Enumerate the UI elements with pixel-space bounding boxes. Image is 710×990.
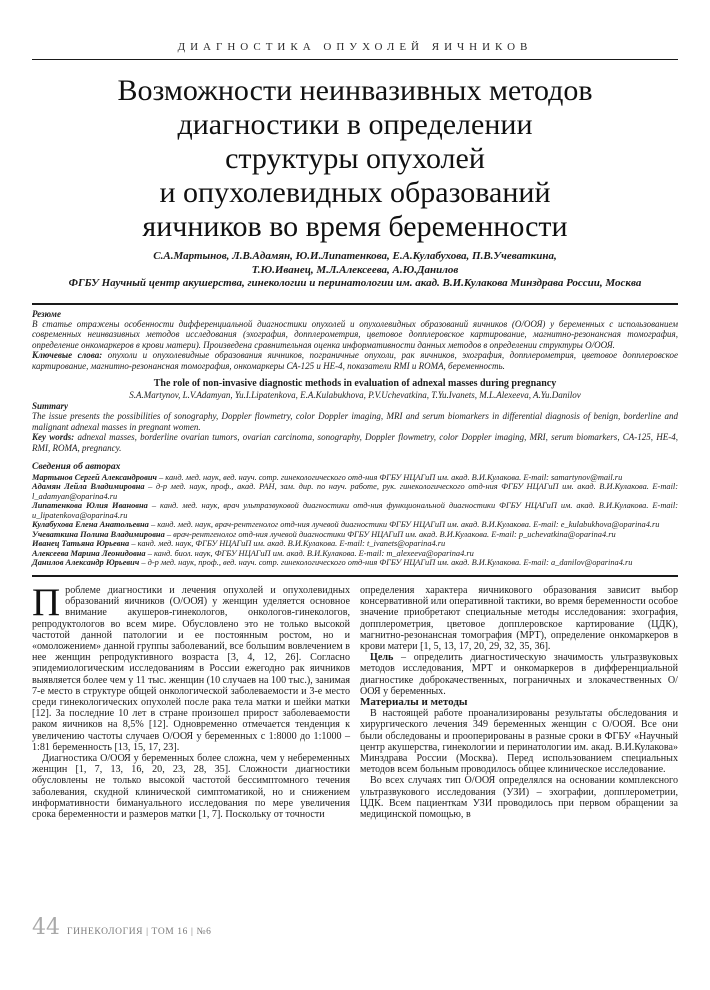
goal-label: Цель <box>370 652 394 664</box>
article-title-line: диагностики в определении <box>177 108 533 141</box>
article-title-line: структуры опухолей <box>225 142 485 175</box>
author-desc: – канд. мед. наук, врач ультразвуковой диагностики отд-ния функциональной диагностики ФГБУ НЦАГиП им. акад. В.И.Кулакова. E-mail: u_lipatenkova@oparina4.ru <box>32 501 678 520</box>
affiliation: ФГБУ Научный центр акушерства, гинекологии и перинатологии им. акад. В.И.Кулакова Минздрава России, Москва <box>68 277 642 289</box>
authors-block <box>32 250 678 277</box>
abstract-ru-keywords <box>32 350 678 371</box>
summary-label: Summary <box>32 400 69 411</box>
author-desc: – канд. мед. наук, вед. науч. сотр. гинекологического отд-ния ФГБУ НЦАГиП им. акад. В.И.Кулакова. E-mail: samartynov@mail.ru <box>158 472 623 482</box>
abstract-ru-text: В статье отражены особенности дифференциальной диагностики опухолей и опухолевидных образований яичников (О/ООЯ) у беременных с использованием современных неинвазивных методов исследования (эхография, допплерометрия, цветовое допплеровское картирование, магнитно-резонансная томография, определение онкомаркеров в крови матери). Произведена сравнительная оценка информативности данных методов в определении структуры О/ООЯ. <box>32 318 678 350</box>
goal-paragraph <box>360 652 678 697</box>
author-info-item <box>32 539 678 549</box>
article-title <box>32 74 678 244</box>
abstract-en <box>32 378 678 453</box>
author-desc: – д-р мед. наук, проф., акад. РАН, зам. дир. по науч. работе, рук. гинекологического отд-ния ФГБУ НЦАГиП им. акад. В.И.Кулакова. E-mail: l_adamyan@oparina4.ru <box>32 482 679 501</box>
author-name: Иванец Татьяна Юрьевна <box>32 539 130 549</box>
author-info-item <box>32 482 678 501</box>
author-info-item <box>32 558 678 568</box>
article-title-line: яичников во время беременности <box>142 210 568 243</box>
body-column-right <box>360 585 678 820</box>
article-title-line: и опухолевидных образований <box>159 176 551 209</box>
author-name: Учеваткина Полина Владимировна <box>32 529 165 539</box>
summary-text: The issue presents the possibilities of sonography, Doppler flowmetry, color Doppler imaging, MRI and serum biomarkers in differential diagnosis of benign, borderline and malignant adnexal masses in pregnant women. <box>32 411 678 432</box>
divider-rule <box>32 303 678 305</box>
author-info-item <box>32 520 678 530</box>
author-desc: – канд. мед. наук, ФГБУ НЦАГиП им. акад. В.И.Кулакова. E-mail: t_ivanets@oparina4.ru <box>131 539 446 549</box>
keywords-en-text: adnexal masses, borderline ovarian tumors, ovarian carcinoma, sonography, Doppler flowmetry, color Doppler imaging, MRI, serum biomarkers, CA-125, HE-4, RMI, ROMA, pregnancy. <box>32 432 678 453</box>
abstract-ru-label: Резюме <box>32 308 61 319</box>
keywords-ru-text: опухоли и опухолевидные образования яичников, пограничные опухоли, рак яичников, эхография, допплерометрия, цветовое допплеровское картирование, магнитно-резонансная томография, онкомаркеры СА-125 и НЕ-4, показатели RMI и ROMA, беременность. <box>32 350 678 371</box>
author-desc: – врач-рентгенолог отд-ния лучевой диагностики ФГБУ НЦАГиП им. акад. В.И.Кулакова. E-mail: p_uchevatkina@oparina4.ru <box>166 529 616 539</box>
body-rule <box>32 575 678 577</box>
abstract-en-title: The role of non-invasive diagnostic methods in evaluation of adnexal masses during pregnancy <box>153 377 557 389</box>
article-title-line: Возможности неинвазивных методов <box>117 74 593 107</box>
page-footer <box>32 915 211 940</box>
body-paragraph <box>32 580 350 753</box>
author-desc: – д-р мед. наук, проф., вед. науч. сотр. гинекологического отд-ния ФГБУ НЦАГиП им. акад. В.И.Кулакова. E-mail: a_danilov@oparina4.ru <box>141 558 633 568</box>
author-name: Алексеева Марина Леонидовна <box>32 548 146 558</box>
keywords-ru-label: Ключевые слова: <box>32 350 103 361</box>
author-name: Мартынов Сергей Александрович <box>32 472 157 482</box>
author-name: Липатенкова Юлия Ивановна <box>32 501 148 511</box>
author-name: Данилов Александр Юрьевич <box>32 558 140 568</box>
authors-info-label: Сведения об авторах <box>32 461 121 472</box>
section-heading-methods: Материалы и методы <box>360 696 468 708</box>
authors-line: Т.Ю.Иванец, М.Л.Алексеева, А.Ю.Данилов <box>251 263 459 276</box>
page-number: 44 <box>32 915 60 940</box>
author-name: Адамян Лейла Владимировна <box>32 482 145 492</box>
body-paragraph: В настоящей работе проанализированы результаты обследования и хирургического лечения 349 беременных женщин с О/ООЯ. Все они были обследованы и прооперированы в разные сроки в ФГБУ «Научный центр акушерства, гинекологии и перинатологии им. акад. В.И.Кулакова» Минздрава России (Москва). Перед использованием специальных методов всем больным проводилось общее клиническое исследование. <box>360 708 678 776</box>
paragraph-text: роблеме диагностики и лечения опухолей и опухолевидных образований яичников (О/ООЯ) у женщин уделяется основное внимание акушеров-гинекологов, онкологов-гинекологов, репродуктологов во всем мире. Обусловлено это не только высокой частотой данной патологии и ее постоянным ростом, но и «омоложением» данной группы заболеваний, все большим вовлечением в нее женщин репродуктивного возраста [3, 4, 12, 26]. Согласно эпидемиологическим исследованиям в России ежегодно рак яичников выявляется более чем у 11 тыс. женщин (10 случаев на 100 тыс.), занимая 7-е место в структуре общей онкологической заболеваемости и 3-е место среди гинекологических опухолей после рака тела матки и шейки матки [12]. За последние 10 лет в стране произошел прирост заболеваемости раком яичников на 8,5% [12]. Одновременно отмечается тенденция к увеличению частоты случаев О/ООЯ у беременных с 1:8000 до 1:1000 – 1:81 беременность [13, 15, 17, 23]. <box>32 584 350 753</box>
article-body <box>32 580 679 821</box>
abstract-en-keywords <box>32 432 678 453</box>
body-paragraph: Диагностика О/ООЯ у беременных более сложна, чем у небеременных женщин [1, 7, 13, 16, 20, 23, 28, 35]. Сложности диагностики обусловлены не только высокой частотой бессимптомного течения заболевания, скудной клинической симптоматикой, но и снижением информативности бимануального исследования по мере увеличения срока беременности и размеров матки [1, 7]. Поскольку от точности <box>32 753 350 821</box>
authors-line: С.А.Мартынов, Л.В.Адамян, Ю.И.Липатенкова, Е.А.Кулабухова, П.В.Учеваткина, <box>153 250 557 262</box>
abstract-ru <box>32 309 678 371</box>
abstract-en-authors: S.A.Martynov, L.V.Adamyan, Yu.I.Lipatenkova, E.A.Kulabukhova, P.V.Uchevatkina, T.Yu.Ivanets, M.L.Alexeeva, A.Yu.Danilov <box>129 389 581 400</box>
body-column-left <box>32 580 350 821</box>
author-info-item <box>32 549 678 559</box>
keywords-en-label: Key words: <box>32 432 75 443</box>
authors-info <box>32 461 678 568</box>
author-info-item <box>32 501 678 520</box>
author-desc: – канд. биол. наук, ФГБУ НЦАГиП им. акад. В.И.Кулакова. E-mail: m_alexeeva@oparina4.ru <box>147 548 474 558</box>
running-head: ДИАГНОСТИКА ОПУХОЛЕЙ ЯИЧНИКОВ <box>177 41 533 53</box>
body-paragraph: Во всех случаях тип О/ООЯ определялся на основании комплексного ультразвукового исследования (УЗИ) – эхографии, допплерометрии, ЦДК. Всем пациенткам УЗИ проводилось при первом обращении за медицинской помощью, в <box>360 775 678 821</box>
header-rule <box>32 59 678 60</box>
journal-name: ГИНЕКОЛОГИЯ | ТОМ 16 | №6 <box>67 927 212 937</box>
author-info-item <box>32 530 678 540</box>
author-name: Кулабухова Елена Анатольевна <box>32 520 149 530</box>
author-info-item <box>32 473 678 483</box>
dropcap: П <box>32 580 61 624</box>
author-desc: – канд. мед. наук, врач-рентгенолог отд-ния лучевой диагностики ФГБУ НЦАГиП им. акад. В.И.Кулакова. E-mail: e_kulabukhova@oparina4.ru <box>150 520 660 530</box>
body-paragraph: определения характера яичникового образования зависит выбор консервативной или оперативной тактики, во время беременности особое значение приобретают специальные методы исследования: эхография, допплерометрия, цветовое допплеровское картирование (ЦДК), магнитно-резонансная томография (МРТ), определение онкомаркеров в крови матери [1, 5, 13, 17, 20, 29, 32, 35, 36]. <box>360 584 678 652</box>
goal-text: – определить диагностическую значимость ультразвуковых методов исследования, МРТ и онкомаркеров в дифференциальной диагностике доброкачественных, пограничных и злокачественных О/ООЯ у беременных. <box>360 652 679 697</box>
